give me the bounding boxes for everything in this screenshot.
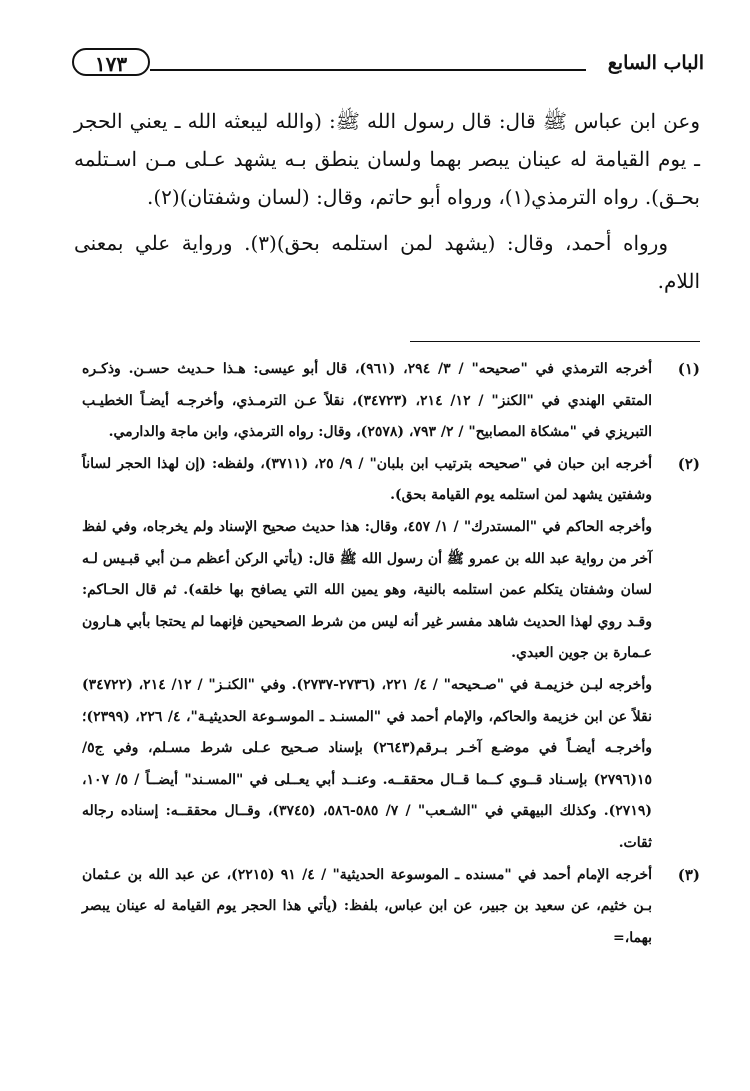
footnote-text: أخرجه ابن حبان في "صحيحه بترتيب ابن بلبان" / ٩/ ٢٥، (٣٧١١)، ولفظه: (إن لهذا الحجر لساناً وشفتين يشهد لمن استلمه يوم القيامة بحق). <box>82 455 652 504</box>
page-header <box>72 42 704 82</box>
footnote-2 <box>82 449 700 512</box>
footnote-number: (١) <box>677 360 700 378</box>
chapter-title: الباب السابع <box>607 52 704 74</box>
main-text <box>74 102 700 300</box>
footnote-number: (٢) <box>677 454 700 473</box>
footnote-2-continuation <box>82 512 652 860</box>
footnote-number: (٣) <box>677 865 700 884</box>
footnote-separator <box>410 341 700 342</box>
main-paragraph-2: ورواه أحمد، وقال: (يشهد لمن استلمه بحق)(٣). ورواية علي بمعنى اللام. <box>74 231 700 293</box>
footnote-continuation-para-2: وأخرجه لبـن خزيمـة في "صـحيحه" / ٤/ ٢٢١، (٢٧٣٦-٢٧٣٧). وفي "الكنـز" / ١٢/ ٢١٤، (٣٤٧٢٢) نقلاً عن ابن خزيمة والحاكم، والإمام أحمد في "المسنـد ـ الموسـوعة الحديثيـة"، ٤/ ٢٢٦، (٢٣٩٩)؛ وأخرجـه أيضـاً في موضـع آخـر بـرقم(٢٦٤٣) بإسناد صـحيح عـلى شرط مسـلم، وفي ج٥/ ١٥(٢٧٩٦) بإسـناد قــوي كــما قــال محققــه. وعنــد أبي يعــلى في "المسـند" أيضــاً / ٥/ ١٠٧،(٢٧١٩). وكذلك البيهقي في "الشـعب" / ٧/ ٥٨٥-٥٨٦، (٣٧٤٥)، وقــال محققــه: إسناده رجاله ثقات. <box>82 676 652 851</box>
footnote-text: أخرجه الترمذي في "صحيحه" / ٣/ ٢٩٤، (٩٦١)، قال أبو عيسى: هـذا حـديث حسـن. وذكـره المتقي الهندي في "الكنز" / ١٢/ ٢١٤، (٣٤٧٢٣)، نقلاً عـن الترمـذي، وأخرجـه أيضـاً الخطيـب التبريزي في "مشكاة المصابيح" / ٢/ ٧٩٣، (٢٥٧٨)، وقال: رواه الترمذي، وابن ماجة والدارمي. <box>82 361 652 441</box>
header-rule <box>150 69 586 71</box>
footnote-3 <box>82 860 700 955</box>
page-number: ١٧٣ <box>72 48 150 76</box>
footnote-continuation-para-1: وأخرجه الحاكم في "المستدرك" / ١/ ٤٥٧، وقال: هذا حديث صحيح الإسناد ولم يخرجاه، وفي لفظ آخر من رواية عبد الله بن عمرو ﷺ أن رسول الله ﷺ قال: (يأتي الركن أعظم مـن أبي قبـيس لـه لسان وشفتان يتكلم عمن استلمه بالنية، وهو يمين الله التي يصافح بها خلقه). ثم قال الحـاكم: وقـد روي لهذا الحديث شاهد مفسر غير أنه ليس من شرط الصحيحين فإنهما لم يحتجا بأبي هـارون عـمارة بن جوين العبدي. <box>82 518 652 662</box>
footnotes <box>82 354 700 954</box>
footnote-1 <box>82 354 700 449</box>
footnote-text: أخرجه الإمام أحمد في "مسنده ـ الموسوعة الحديثية" / ٤/ ٩١ (٢٢١٥)، عن عبد الله بن عـثمان بـن خثيم، عن سعيد بن جبير، عن ابن عباس، بلفظ: (يأتي هذا الحجر يوم القيامة له عينان يبصر بهما،= <box>82 866 652 946</box>
main-paragraph-1: وعن ابن عباس ﷺ قال: قال رسول الله ﷺ: (والله ليبعثه الله ـ يعني الحجر ـ يوم القيامة له عينان يبصر بهما ولسان ينطق بـه يشهد عـلى مـن اسـتلمه بحـق). رواه الترمذي(١)، ورواه أبو حاتم، وقال: (لسان وشفتان)(٢). <box>74 109 700 209</box>
